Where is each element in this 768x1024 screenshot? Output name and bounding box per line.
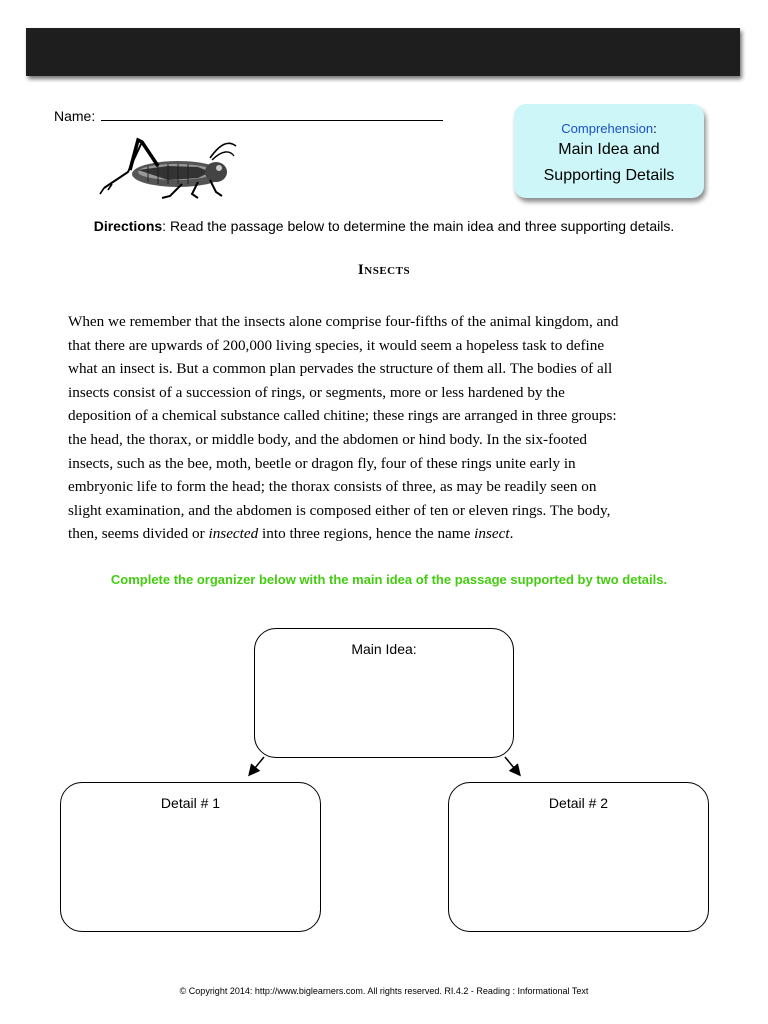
badge-category-text: Comprehension [561, 121, 654, 136]
directions [0, 218, 768, 234]
arrow-down-right-icon [505, 757, 519, 774]
badge-category [514, 121, 704, 136]
directions-label: Directions [93, 218, 163, 234]
passage-title: Insects [357, 262, 411, 278]
passage-line: deposition of a chemical substance called chitine; these rings are arranged in three groups: [68, 407, 617, 425]
comprehension-badge [514, 104, 704, 198]
detail-2-label: Detail # 2 [548, 795, 609, 811]
name-label: Name: [54, 108, 96, 124]
badge-colon: : [653, 121, 657, 136]
main-idea-box[interactable] [254, 628, 514, 758]
passage-text: . [509, 525, 514, 543]
name-blank-line[interactable] [101, 108, 443, 121]
passage-line: that there are upwards of 200,000 living species, it would seem a hopeless task to define [68, 336, 605, 354]
organizer-instruction: Complete the organizer below with the main idea of the passage supported by two details. [110, 572, 668, 587]
passage-line: embryonic life to form the head; the thorax consists of three, as may be readily seen on [68, 478, 597, 496]
passage-italic-word: insected [208, 525, 259, 543]
detail-1-label: Detail # 1 [160, 795, 221, 811]
header-banner [26, 28, 740, 76]
passage-line: insects consist of a succession of rings, or segments, more or less hardened by the [68, 383, 565, 401]
main-idea-label: Main Idea: [351, 641, 417, 657]
detail-2-box[interactable] [448, 782, 709, 932]
passage-line: the head, the thorax, or middle body, and the abdomen or hind body. In the six-footed [68, 430, 587, 448]
passage-text: into three regions, hence the name [258, 525, 475, 543]
passage-line: When we remember that the insects alone comprise four-fifths of the animal kingdom, and [68, 313, 619, 330]
passage-line: insects, such as the bee, moth, beetle or dragon fly, four of these rings unite early in [68, 454, 576, 472]
passage-text: then, seems divided or [68, 525, 209, 543]
passage-line: what an insect is. But a common plan pervades the structure of them all. The bodies of all [68, 360, 613, 378]
name-field-row [54, 108, 443, 124]
detail-1-box[interactable] [60, 782, 321, 932]
directions-text: : Read the passage below to determine the main idea and three supporting details. [162, 218, 675, 234]
arrow-down-left-icon [250, 757, 264, 774]
passage-italic-word: insect [474, 525, 510, 543]
grasshopper-illustration [98, 136, 238, 200]
copyright-footer: © Copyright 2014: http://www.biglearners.com. All rights reserved. RI.4.2 - Reading : Informational Text [179, 986, 589, 996]
passage-line: slight examination, and the abdomen is composed either of ten or eleven rings. The body, [68, 501, 611, 519]
passage-body [68, 310, 716, 546]
badge-title-line2: Supporting Details [543, 167, 675, 184]
badge-title-line1: Main Idea and [558, 141, 660, 158]
passage-last-line [68, 522, 716, 546]
